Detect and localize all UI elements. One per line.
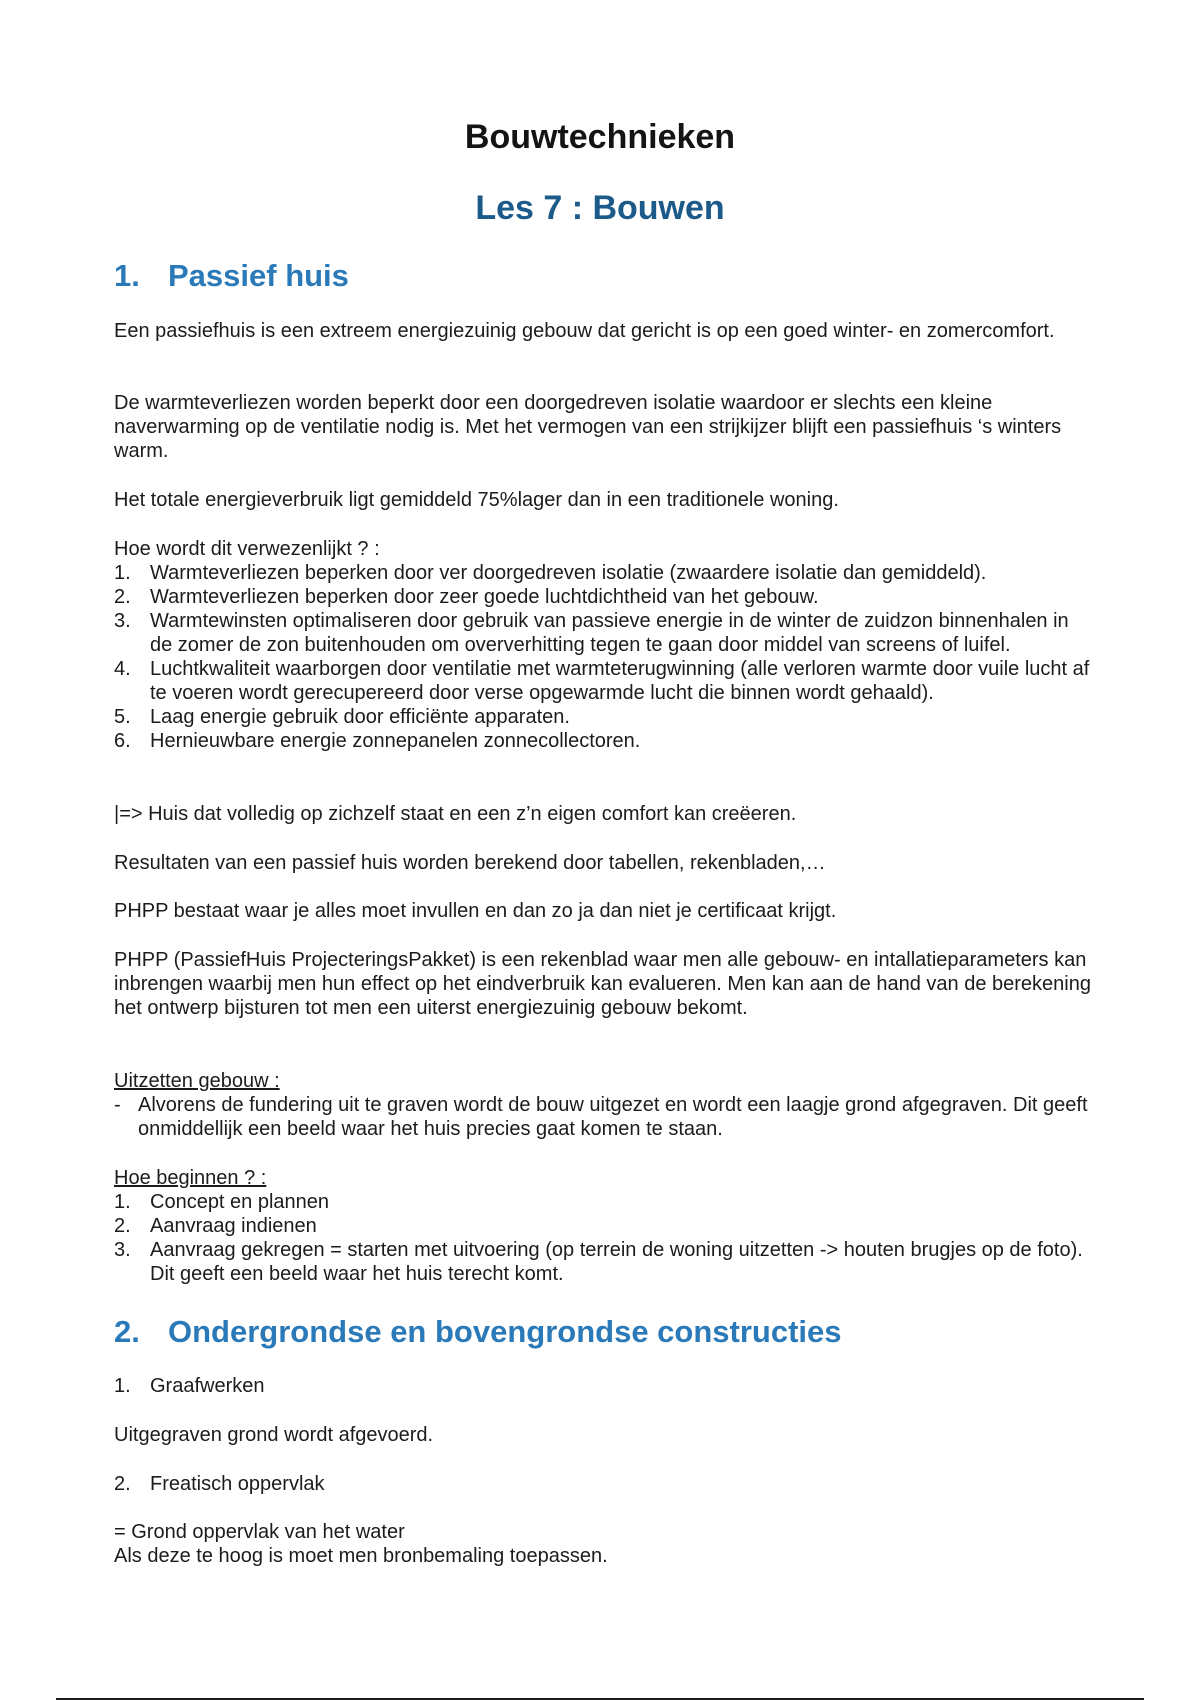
section-heading-passief-huis [114,258,349,294]
list-item: 2. Aanvraag indienen [114,1215,317,1237]
freatisch-note: Als deze te hoog is moet men bronbemaling toepassen. [114,1545,608,1567]
uitzetten-label: Uitzetten gebouw : [114,1070,280,1092]
uitzetten-item: - Alvorens de fundering uit te graven wordt de bouw uitgezet en wordt een laagje grond afgegraven. Dit geeft onmiddellijk een beeld waar het huis precies gaat komen te staan. [114,1094,1088,1140]
conclusion-line: |=> Huis dat volledig op zichzelf staat en een z’n eigen comfort kan creëeren. [114,803,797,825]
section-number: 1. [114,258,140,293]
subsection-freatisch: 2. Freatisch oppervlak [114,1473,325,1495]
section-heading-constructies [114,1314,842,1350]
list-item: 1. Warmteverliezen beperken door ver doorgedreven isolatie (zwaardere isolatie dan gemiddeld). [114,562,987,584]
dash-bullet: - [114,1094,121,1116]
section-title: Ondergrondse en bovengrondse constructies [168,1314,842,1349]
paragraph-energieverbruik: Het totale energieverbruik ligt gemiddeld 75%lager dan in een traditionele woning. [114,489,839,511]
paragraph-phpp-long: PHPP (PassiefHuis ProjecteringsPakket) is een rekenblad waar men alle gebouw- en intallatieparameters kan inbrengen waarbij men hun effect op het eindverbruik kan evalueren. Men kan aan de hand van de berekening het ontwerp bijsturen tot men een uiterst energiezuinig gebouw bekomt. [114,949,1091,1019]
section-title: Passief huis [168,258,349,293]
list-item: 6. Hernieuwbare energie zonnepanelen zonnecollectoren. [114,730,641,752]
document-subtitle: Les 7 : Bouwen [475,189,725,227]
list-item: 2. Warmteverliezen beperken door zeer goede luchtdichtheid van het gebouw. [114,586,819,608]
list-item: 3. Warmtewinsten optimaliseren door gebruik van passieve energie in de winter de zuidzon binnenhalen in de zomer de zon buitenhouden om oververhitting tegen te gaan door middel van screens of luifel. [114,610,1069,656]
freatisch-definition: = Grond oppervlak van het water [114,1521,405,1543]
section-number: 2. [114,1314,140,1349]
list-item: 5. Laag energie gebruik door efficiënte apparaten. [114,706,570,728]
beginnen-label: Hoe beginnen ? : [114,1167,267,1189]
subsection-graafwerken: 1. Graafwerken [114,1375,265,1397]
paragraph-graafwerken: Uitgegraven grond wordt afgevoerd. [114,1424,434,1446]
document-title: Bouwtechnieken [464,118,736,156]
paragraph-warmteverliezen: De warmteverliezen worden beperkt door een doorgedreven isolatie waardoor er slechts een kleine naverwarming op de ventilatie nodig is. Met het vermogen van een strijkijzer blijft een passiefhuis ‘s winters warm. [114,392,1062,462]
list-item: 4. Luchtkwaliteit waarborgen door ventilatie met warmteterugwinning (alle verloren warmte door vuile lucht af te voeren wordt gerecupereerd door verse opgewarmde lucht die binnen wordt gehaald). [114,658,1090,704]
list-item: 3. Aanvraag gekregen = starten met uitvoering (op terrein de woning uitzetten -> houten brugjes op de foto). Dit geeft een beeld waar het huis terecht komt. [114,1239,1083,1285]
beginnen-list [114,1190,1094,1286]
paragraph-resultaten: Resultaten van een passief huis worden berekend door tabellen, rekenbladen,… [114,852,826,874]
steps-list [114,561,1094,753]
list-item: 1. Concept en plannen [114,1191,330,1213]
paragraph-phpp-short: PHPP bestaat waar je alles moet invullen en dan zo ja dan niet je certificaat krijgt. [114,900,837,922]
paragraph-intro: Een passiefhuis is een extreem energiezuinig gebouw dat gericht is op een goed winter- en zomercomfort. [114,320,1055,342]
question-label: Hoe wordt dit verwezenlijkt ? : [114,538,380,560]
